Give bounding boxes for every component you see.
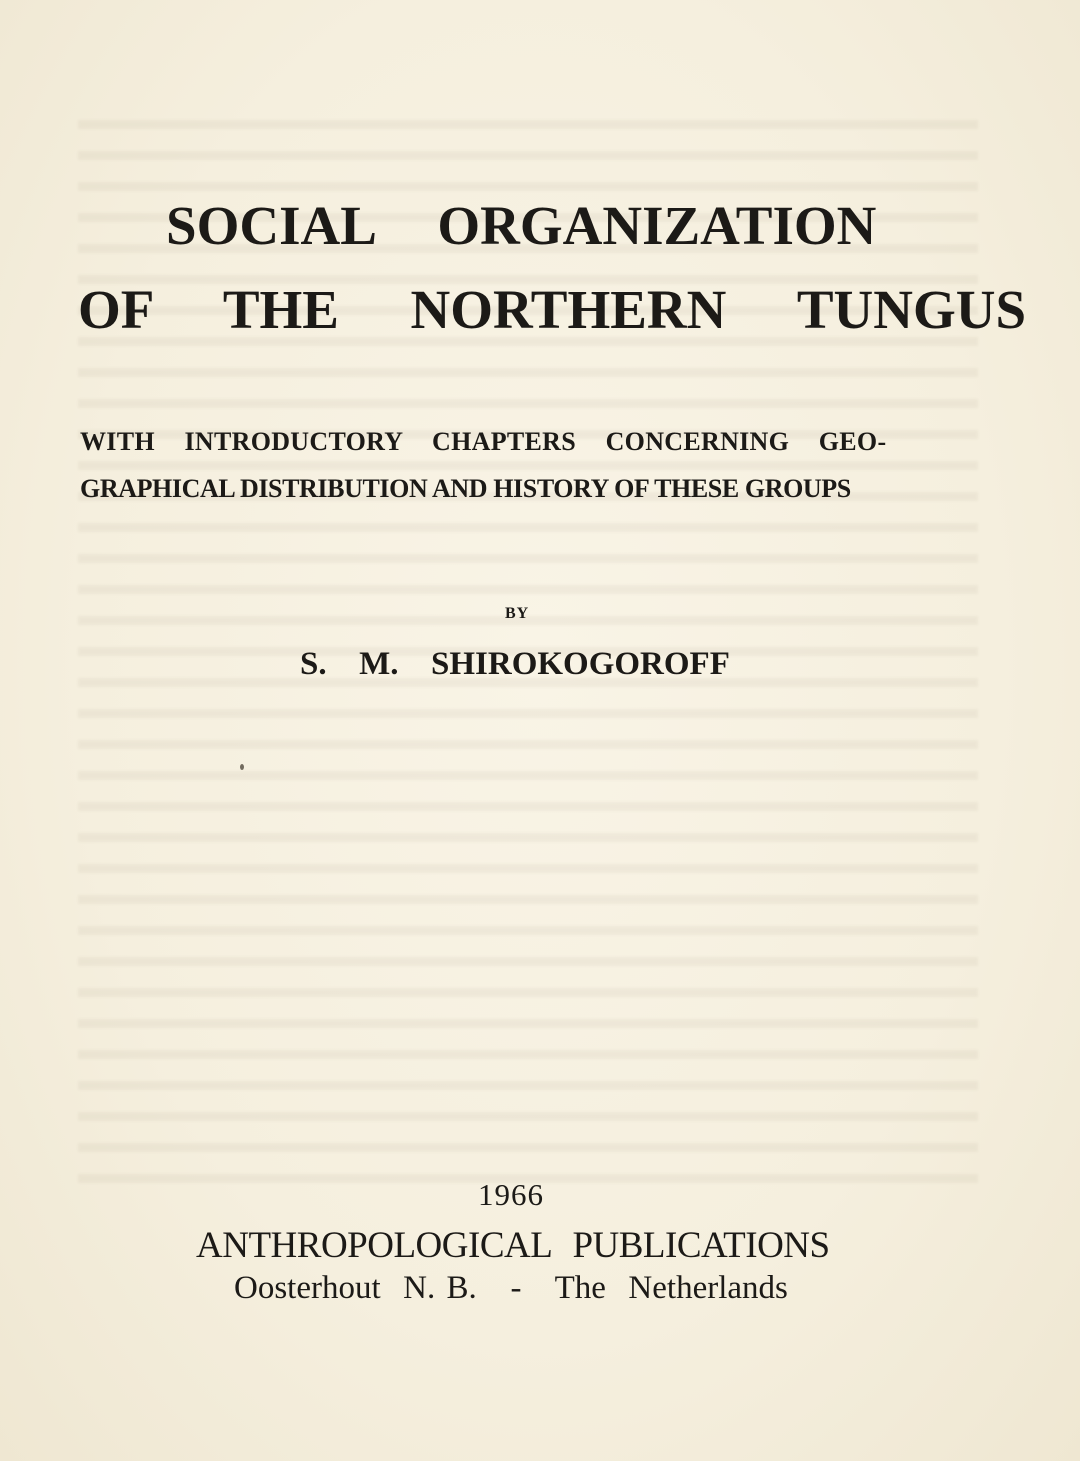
paper-speck	[240, 764, 244, 770]
subtitle-line-1: WITH INTRODUCTORY CHAPTERS CONCERNING GEO-	[80, 427, 887, 456]
publication-year: 1966	[478, 1177, 544, 1212]
book-title-line-2: OF THE NORTHERN TUNGUS	[78, 279, 1027, 340]
book-title-line-1: SOCIAL ORGANIZATION	[166, 195, 877, 256]
author-name: S. M. SHIROKOGOROFF	[300, 646, 730, 682]
subtitle-line-2: GRAPHICAL DISTRIBUTION AND HISTORY OF THESE GROUPS	[80, 474, 851, 503]
by-label: BY	[505, 605, 530, 622]
publisher-name: ANTHROPOLOGICAL PUBLICATIONS	[196, 1225, 830, 1266]
publisher-place: Oosterhout N. B. - The Netherlands	[234, 1270, 788, 1306]
